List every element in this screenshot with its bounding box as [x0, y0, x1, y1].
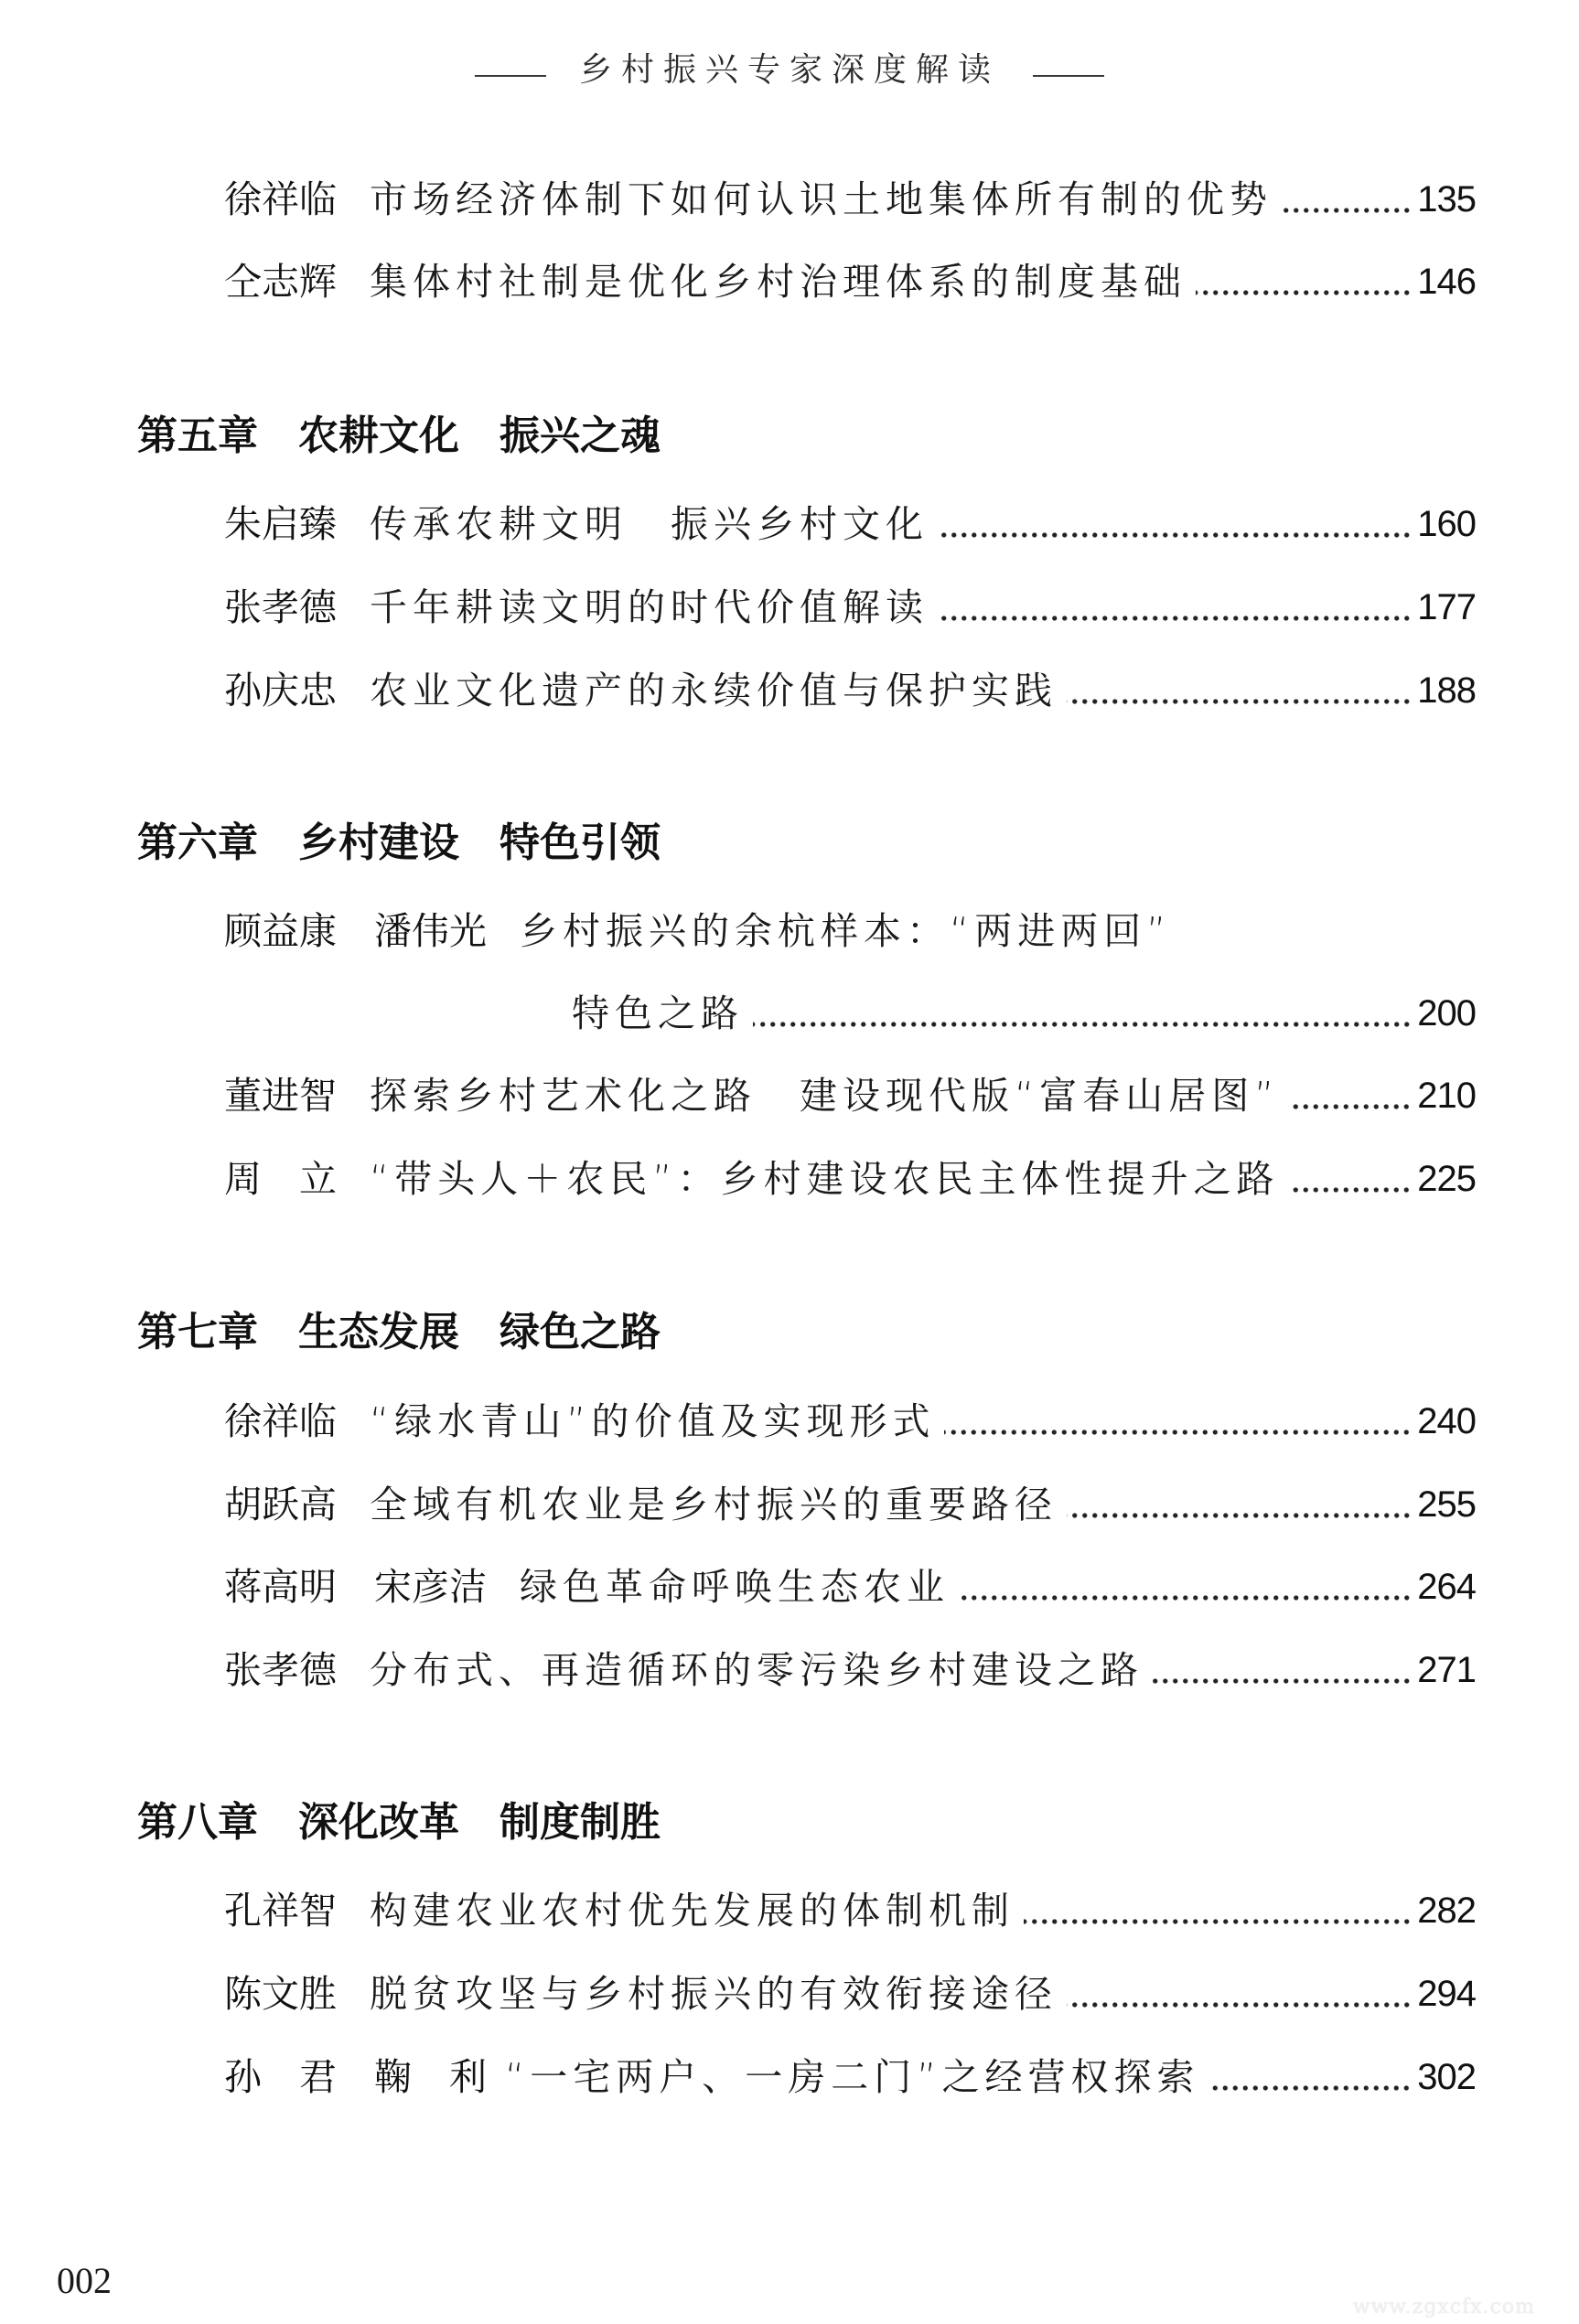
dot-leader — [1288, 1103, 1412, 1110]
entry-page: 271 — [1417, 1650, 1476, 1690]
entry-title-continuation: 特色之路 — [572, 991, 744, 1035]
dot-leader — [753, 1021, 1412, 1028]
entry-author: 董进智 — [224, 1074, 337, 1118]
entry-author: 仝志辉 — [224, 260, 337, 304]
toc-entry[interactable] — [224, 905, 1476, 957]
toc-entry[interactable] — [224, 1153, 1476, 1205]
entry-author: 顾益康 潘伟光 — [224, 909, 487, 953]
dot-leader — [1208, 2084, 1412, 2092]
entry-author: 孔祥智 — [224, 1889, 337, 1933]
entry-page: 282 — [1417, 1890, 1476, 1931]
entry-page: 210 — [1417, 1076, 1476, 1116]
entry-author: 徐祥临 — [224, 177, 337, 221]
toc-entry[interactable] — [224, 582, 1476, 633]
dot-leader — [938, 615, 1412, 622]
dot-leader — [1282, 207, 1412, 214]
header-rule-right — [1033, 75, 1104, 77]
entry-page: 264 — [1417, 1567, 1476, 1607]
running-header — [0, 44, 1579, 91]
entry-title: 农业文化遗产的永续价值与保护实践 — [370, 669, 1058, 712]
dot-leader — [1153, 1677, 1412, 1685]
dot-leader — [1067, 2001, 1412, 2008]
entry-title: “绿水青山”的价值及实现形式 — [370, 1399, 936, 1443]
toc-entry[interactable] — [224, 1885, 1476, 1936]
toc-entry[interactable] — [224, 174, 1476, 225]
entry-author: 孙 君 鞠 利 — [224, 2055, 487, 2099]
entry-author: 孙庆忠 — [224, 669, 337, 712]
entry-title: 传承农耕文明 振兴乡村文化 — [370, 502, 929, 546]
entry-page: 294 — [1417, 1974, 1476, 2014]
entry-title: “带头人＋农民”：乡村建设农民主体性提升之路 — [370, 1157, 1280, 1201]
entry-page: 302 — [1417, 2057, 1476, 2097]
entry-page: 135 — [1417, 179, 1476, 220]
entry-title: 脱贫攻坚与乡村振兴的有效衔接途径 — [370, 1972, 1058, 2016]
entry-page: 146 — [1417, 262, 1476, 302]
dot-leader — [944, 1429, 1412, 1436]
entry-page: 160 — [1417, 504, 1476, 544]
entry-page: 255 — [1417, 1484, 1476, 1525]
entry-page: 200 — [1417, 993, 1476, 1033]
entry-title: 绿色革命呼唤生态农业 — [520, 1565, 950, 1609]
entry-title: 集体村社制是优化乡村治理体系的制度基础 — [370, 260, 1187, 304]
entry-title: 探索乡村艺术化之路 建设现代版“富春山居图” — [370, 1074, 1280, 1118]
toc-entry[interactable] — [224, 1968, 1476, 2019]
entry-author: 胡跃高 — [224, 1483, 337, 1526]
entry-author: 朱启臻 — [224, 502, 337, 546]
dot-leader — [1067, 698, 1412, 705]
entry-title: 全域有机农业是乡村振兴的重要路径 — [370, 1483, 1058, 1526]
entry-author: 周 立 — [224, 1157, 337, 1201]
toc-entry[interactable] — [224, 1479, 1476, 1530]
chapter-heading-8[interactable]: 第八章 深化改革 制度制胜 — [137, 1799, 661, 1846]
header-rule-left — [475, 75, 546, 77]
entry-author: 徐祥临 — [224, 1399, 337, 1443]
toc-entry[interactable] — [224, 1561, 1476, 1612]
entry-title: 千年耕读文明的时代价值解读 — [370, 585, 929, 629]
toc-entry[interactable] — [224, 1070, 1476, 1121]
toc-entry[interactable] — [224, 1396, 1476, 1447]
running-title: 乡村振兴专家深度解读 — [578, 51, 1000, 89]
entry-page: 240 — [1417, 1401, 1476, 1441]
watermark: www.zgxcfx.com — [1352, 2296, 1535, 2319]
dot-leader — [938, 531, 1412, 539]
entry-title: “一宅两户、一房二门”之经营权探索 — [505, 2055, 1200, 2099]
entry-author: 陈文胜 — [224, 1972, 337, 2016]
page-number: 002 — [57, 2260, 112, 2301]
entry-author: 张孝德 — [224, 1648, 337, 1692]
toc-entry[interactable] — [224, 1644, 1476, 1696]
toc-entry-continuation[interactable] — [572, 988, 1476, 1039]
dot-leader — [1067, 1512, 1412, 1519]
entry-title: 乡村振兴的余杭样本：“两进两回” — [520, 909, 1172, 953]
dot-leader — [1196, 289, 1412, 296]
entry-page: 225 — [1417, 1159, 1476, 1199]
entry-page: 188 — [1417, 670, 1476, 711]
chapter-heading-6[interactable]: 第六章 乡村建设 特色引领 — [137, 819, 661, 866]
dot-leader — [959, 1594, 1412, 1601]
entry-author: 蒋高明 宋彦洁 — [224, 1565, 487, 1609]
toc-entry[interactable] — [224, 256, 1476, 307]
entry-title: 构建农业农村优先发展的体制机制 — [370, 1889, 1015, 1933]
toc-entry[interactable] — [224, 2051, 1476, 2103]
entry-title: 分布式、再造循环的零污染乡村建设之路 — [370, 1648, 1144, 1692]
chapter-heading-5[interactable]: 第五章 农耕文化 振兴之魂 — [137, 412, 661, 459]
dot-leader — [1288, 1186, 1412, 1194]
chapter-heading-7[interactable]: 第七章 生态发展 绿色之路 — [137, 1309, 661, 1355]
entry-page: 177 — [1417, 587, 1476, 627]
toc-entry[interactable] — [224, 498, 1476, 550]
entry-author: 张孝德 — [224, 585, 337, 629]
toc-entry[interactable] — [224, 665, 1476, 716]
dot-leader — [1024, 1918, 1412, 1925]
entry-title: 市场经济体制下如何认识土地集体所有制的优势 — [370, 177, 1273, 221]
